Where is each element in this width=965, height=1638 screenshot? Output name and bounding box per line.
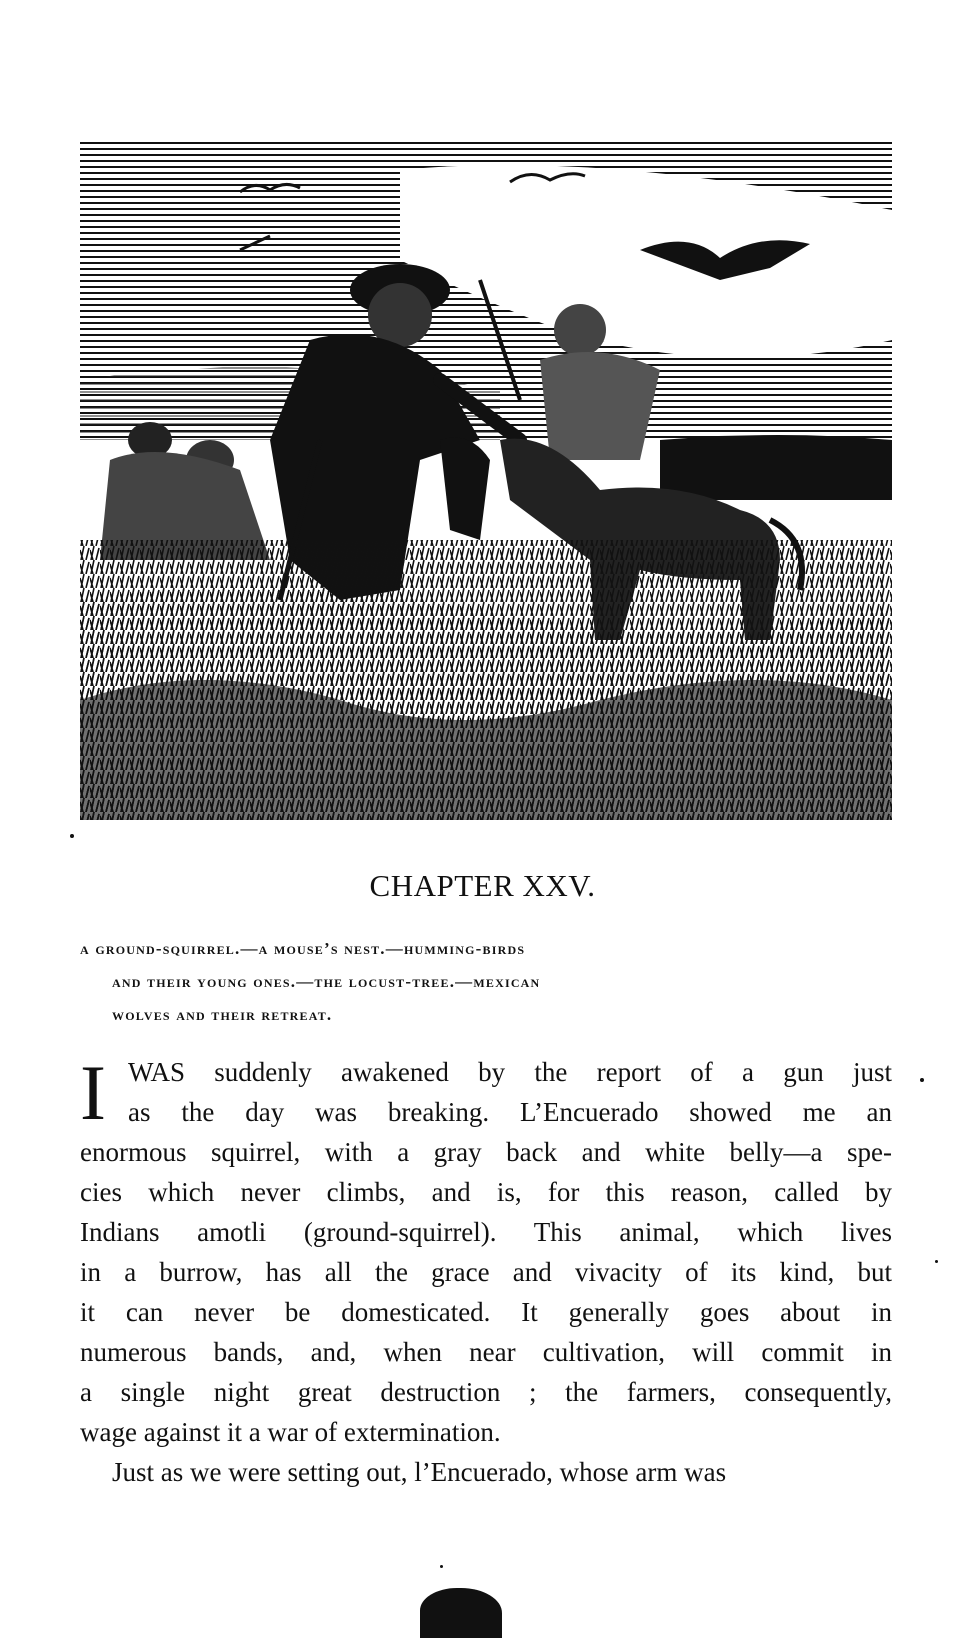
ink-blot	[420, 1588, 502, 1638]
body-line: Indians amotli (ground-squirrel). This animal, which lives	[80, 1217, 892, 1247]
body-line: it can never be domesticated. It generally goes about in	[80, 1297, 892, 1327]
body-line: cies which never climbs, and is, for this reason, called by	[80, 1177, 892, 1207]
body-line: in a burrow, has all the grace and vivacity of its kind, but	[80, 1257, 892, 1287]
drop-cap: I	[80, 1049, 106, 1136]
summary-line: a ground-squirrel.—a mouse’s nest.—humming-birds	[80, 939, 526, 958]
body-line: WAS suddenly awakened by the report of a gun just	[128, 1057, 892, 1087]
body-line: enormous squirrel, with a gray back and white belly—a spe-	[80, 1137, 892, 1167]
chapter-title: CHAPTER XXV.	[369, 868, 596, 903]
body-text	[80, 1049, 892, 1492]
summary-line: and their young ones.—the locust-tree.—mexican	[112, 972, 541, 991]
body-line: Just as we were setting out, l’Encuerado, whose arm was	[112, 1457, 727, 1487]
engraving-hunters-with-dog-icon	[80, 140, 892, 820]
summary-line: wolves and their retreat.	[112, 1005, 333, 1024]
chapter-summary	[80, 932, 892, 1031]
body-line: as the day was breaking. L’Encuerado showed me an	[128, 1097, 892, 1127]
chapter-illustration	[80, 140, 892, 820]
body-line: a single night great destruction ; the farmers, consequently,	[80, 1377, 892, 1407]
body-line: numerous bands, and, when near cultivation, will commit in	[80, 1337, 892, 1367]
body-line: wage against it a war of extermination.	[80, 1417, 501, 1447]
